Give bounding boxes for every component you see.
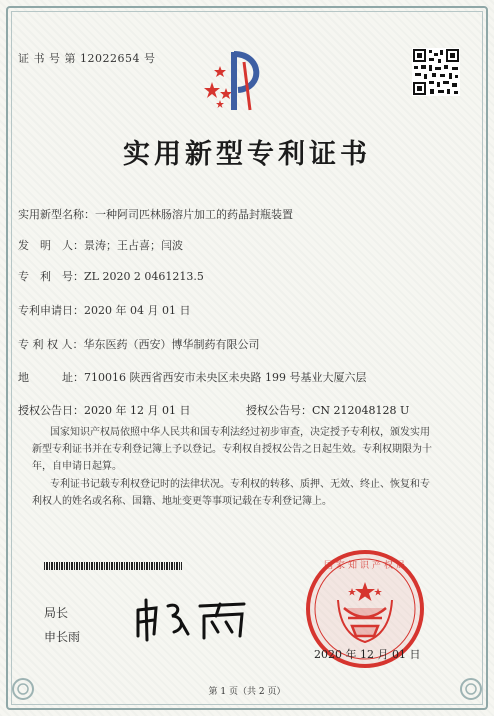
statement-line: 年，自申请日起算。 [32, 461, 122, 472]
statement-line: 专利证书记载专利权登记时的法律状况。专利权的转移、质押、无效、终止、恢复和专 [50, 479, 430, 490]
qr-code-icon [412, 48, 460, 96]
field-label: 授权公告日： [18, 404, 84, 417]
field-value: 景涛；王占喜；闫波 [84, 239, 183, 252]
inventor-row [18, 237, 183, 253]
field-label: 专 利 号： [18, 270, 84, 283]
certificate-title: 实用新型专利证书 [123, 139, 371, 170]
page-number: 第 1 页（共 2 页） [208, 687, 286, 697]
cnipa-emblem-icon [198, 44, 278, 116]
field-label: 发 明 人： [18, 239, 84, 252]
grant-statement [32, 424, 466, 475]
director-name: 申长雨 [44, 630, 81, 644]
utility-model-name-row [18, 206, 293, 222]
filing-date-row [18, 302, 190, 318]
field-label: 专 利 权 人： [18, 338, 84, 351]
legal-status-statement [32, 476, 466, 510]
issue-date: 2020 年 12 月 01 日 [314, 648, 421, 661]
field-value: 2020 年 04 月 01 日 [84, 304, 191, 317]
seal-text: 国家知识产权局 [323, 561, 408, 571]
field-value: 2020 年 12 月 01 日 [84, 404, 191, 417]
field-label: 专利申请日： [18, 304, 84, 317]
barcode [44, 562, 182, 570]
field-value: ZL 2020 2 0461213.5 [84, 270, 204, 283]
statement-line: 新型专利证书并在专利登记簿上予以登记。专利权自授权公告之日起生效。专利权期限为十 [32, 444, 432, 455]
grant-date-row [18, 402, 190, 418]
certificate-number: 证 书 号 第 12022654 号 [18, 52, 156, 65]
statement-line: 利权人的姓名或名称、国籍、地址变更等事项记载在专利登记簿上。 [32, 496, 332, 507]
patentee-row [18, 336, 260, 352]
field-label: 实用新型名称： [18, 208, 95, 221]
address-row [18, 369, 366, 385]
grant-number-row [246, 402, 409, 418]
patent-number-row [18, 268, 204, 284]
statement-line: 国家知识产权局依照中华人民共和国专利法经过初步审查，决定授予专利权，颁发实用 [50, 427, 430, 438]
field-value: 710016 陕西省西安市未央区未央路 199 号基业大厦六层 [84, 371, 367, 384]
field-value: 华东医药（西安）博华制药有限公司 [83, 338, 260, 351]
field-label: 地 址： [18, 371, 84, 384]
field-value: CN 212048128 U [312, 404, 410, 417]
field-value: 一种阿司匹林肠溶片加工的药晶封瓶装置 [95, 208, 293, 221]
director-title: 局长 [44, 606, 69, 620]
field-label: 授权公告号： [246, 404, 312, 417]
handwritten-signature [134, 596, 254, 642]
